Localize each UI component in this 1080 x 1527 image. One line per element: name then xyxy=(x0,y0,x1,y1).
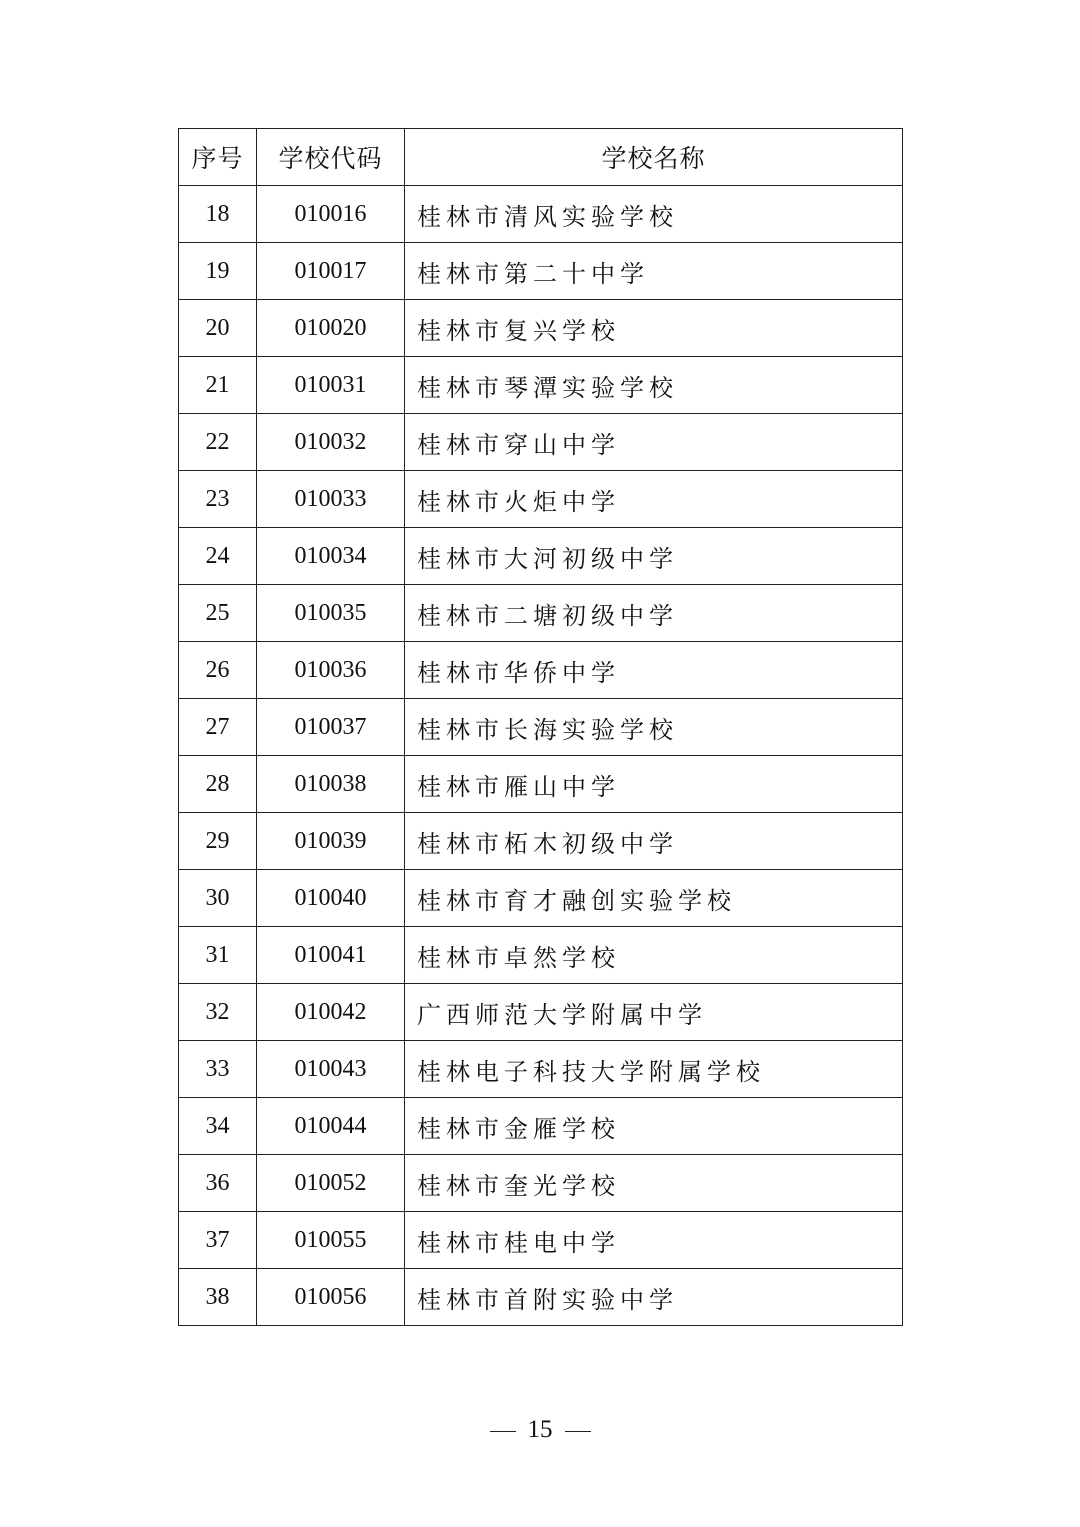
seq-cell: 25 xyxy=(179,585,257,642)
seq-cell: 22 xyxy=(179,414,257,471)
code-cell: 010042 xyxy=(257,984,405,1041)
code-cell: 010043 xyxy=(257,1041,405,1098)
page-footer xyxy=(0,1416,1080,1444)
code-cell: 010052 xyxy=(257,1155,405,1212)
name-cell: 桂林市火炬中学 xyxy=(405,471,903,528)
name-cell: 桂林市雁山中学 xyxy=(405,756,903,813)
table-row xyxy=(179,300,903,357)
left-dash xyxy=(490,1431,516,1433)
header-seq: 序号 xyxy=(179,129,257,186)
header-name: 学校名称 xyxy=(405,129,903,186)
seq-cell: 26 xyxy=(179,642,257,699)
code-cell: 010056 xyxy=(257,1269,405,1326)
code-cell: 010017 xyxy=(257,243,405,300)
table-row xyxy=(179,528,903,585)
page-number: 15 xyxy=(527,1416,553,1443)
table-row xyxy=(179,756,903,813)
seq-cell: 32 xyxy=(179,984,257,1041)
seq-cell: 23 xyxy=(179,471,257,528)
table-row xyxy=(179,1269,903,1326)
name-cell: 桂林市华侨中学 xyxy=(405,642,903,699)
code-cell: 010033 xyxy=(257,471,405,528)
seq-cell: 34 xyxy=(179,1098,257,1155)
name-cell: 桂林市金雁学校 xyxy=(405,1098,903,1155)
seq-cell: 20 xyxy=(179,300,257,357)
name-cell: 桂林市长海实验学校 xyxy=(405,699,903,756)
table-row xyxy=(179,357,903,414)
school-table xyxy=(178,128,903,1326)
code-cell: 010031 xyxy=(257,357,405,414)
table-header xyxy=(179,129,903,186)
code-cell: 010039 xyxy=(257,813,405,870)
code-cell: 010036 xyxy=(257,642,405,699)
seq-cell: 27 xyxy=(179,699,257,756)
name-cell: 桂林市柘木初级中学 xyxy=(405,813,903,870)
table-row xyxy=(179,585,903,642)
table-row xyxy=(179,1155,903,1212)
seq-cell: 38 xyxy=(179,1269,257,1326)
name-cell: 桂林市桂电中学 xyxy=(405,1212,903,1269)
seq-cell: 19 xyxy=(179,243,257,300)
code-cell: 010016 xyxy=(257,186,405,243)
table-row xyxy=(179,243,903,300)
name-cell: 桂林市首附实验中学 xyxy=(405,1269,903,1326)
code-cell: 010034 xyxy=(257,528,405,585)
right-dash xyxy=(565,1431,591,1433)
code-cell: 010035 xyxy=(257,585,405,642)
name-cell: 桂林市奎光学校 xyxy=(405,1155,903,1212)
name-cell: 桂林电子科技大学附属学校 xyxy=(405,1041,903,1098)
table-row xyxy=(179,1041,903,1098)
name-cell: 桂林市二塘初级中学 xyxy=(405,585,903,642)
seq-cell: 29 xyxy=(179,813,257,870)
name-cell: 桂林市第二十中学 xyxy=(405,243,903,300)
table-row xyxy=(179,414,903,471)
seq-cell: 36 xyxy=(179,1155,257,1212)
code-cell: 010041 xyxy=(257,927,405,984)
table-row xyxy=(179,471,903,528)
table-row xyxy=(179,984,903,1041)
name-cell: 广西师范大学附属中学 xyxy=(405,984,903,1041)
code-cell: 010020 xyxy=(257,300,405,357)
code-cell: 010038 xyxy=(257,756,405,813)
seq-cell: 33 xyxy=(179,1041,257,1098)
seq-cell: 24 xyxy=(179,528,257,585)
seq-cell: 31 xyxy=(179,927,257,984)
header-row xyxy=(179,129,903,186)
table-body xyxy=(179,186,903,1326)
table-row xyxy=(179,186,903,243)
name-cell: 桂林市育才融创实验学校 xyxy=(405,870,903,927)
table-row xyxy=(179,699,903,756)
header-code: 学校代码 xyxy=(257,129,405,186)
seq-cell: 21 xyxy=(179,357,257,414)
seq-cell: 30 xyxy=(179,870,257,927)
name-cell: 桂林市穿山中学 xyxy=(405,414,903,471)
seq-cell: 18 xyxy=(179,186,257,243)
code-cell: 010037 xyxy=(257,699,405,756)
name-cell: 桂林市清风实验学校 xyxy=(405,186,903,243)
table-row xyxy=(179,1212,903,1269)
seq-cell: 28 xyxy=(179,756,257,813)
name-cell: 桂林市复兴学校 xyxy=(405,300,903,357)
name-cell: 桂林市琴潭实验学校 xyxy=(405,357,903,414)
table-row xyxy=(179,870,903,927)
code-cell: 010040 xyxy=(257,870,405,927)
name-cell: 桂林市大河初级中学 xyxy=(405,528,903,585)
table-row xyxy=(179,927,903,984)
table-row xyxy=(179,1098,903,1155)
name-cell: 桂林市卓然学校 xyxy=(405,927,903,984)
code-cell: 010055 xyxy=(257,1212,405,1269)
seq-cell: 37 xyxy=(179,1212,257,1269)
table-row xyxy=(179,642,903,699)
code-cell: 010032 xyxy=(257,414,405,471)
table-row xyxy=(179,813,903,870)
code-cell: 010044 xyxy=(257,1098,405,1155)
